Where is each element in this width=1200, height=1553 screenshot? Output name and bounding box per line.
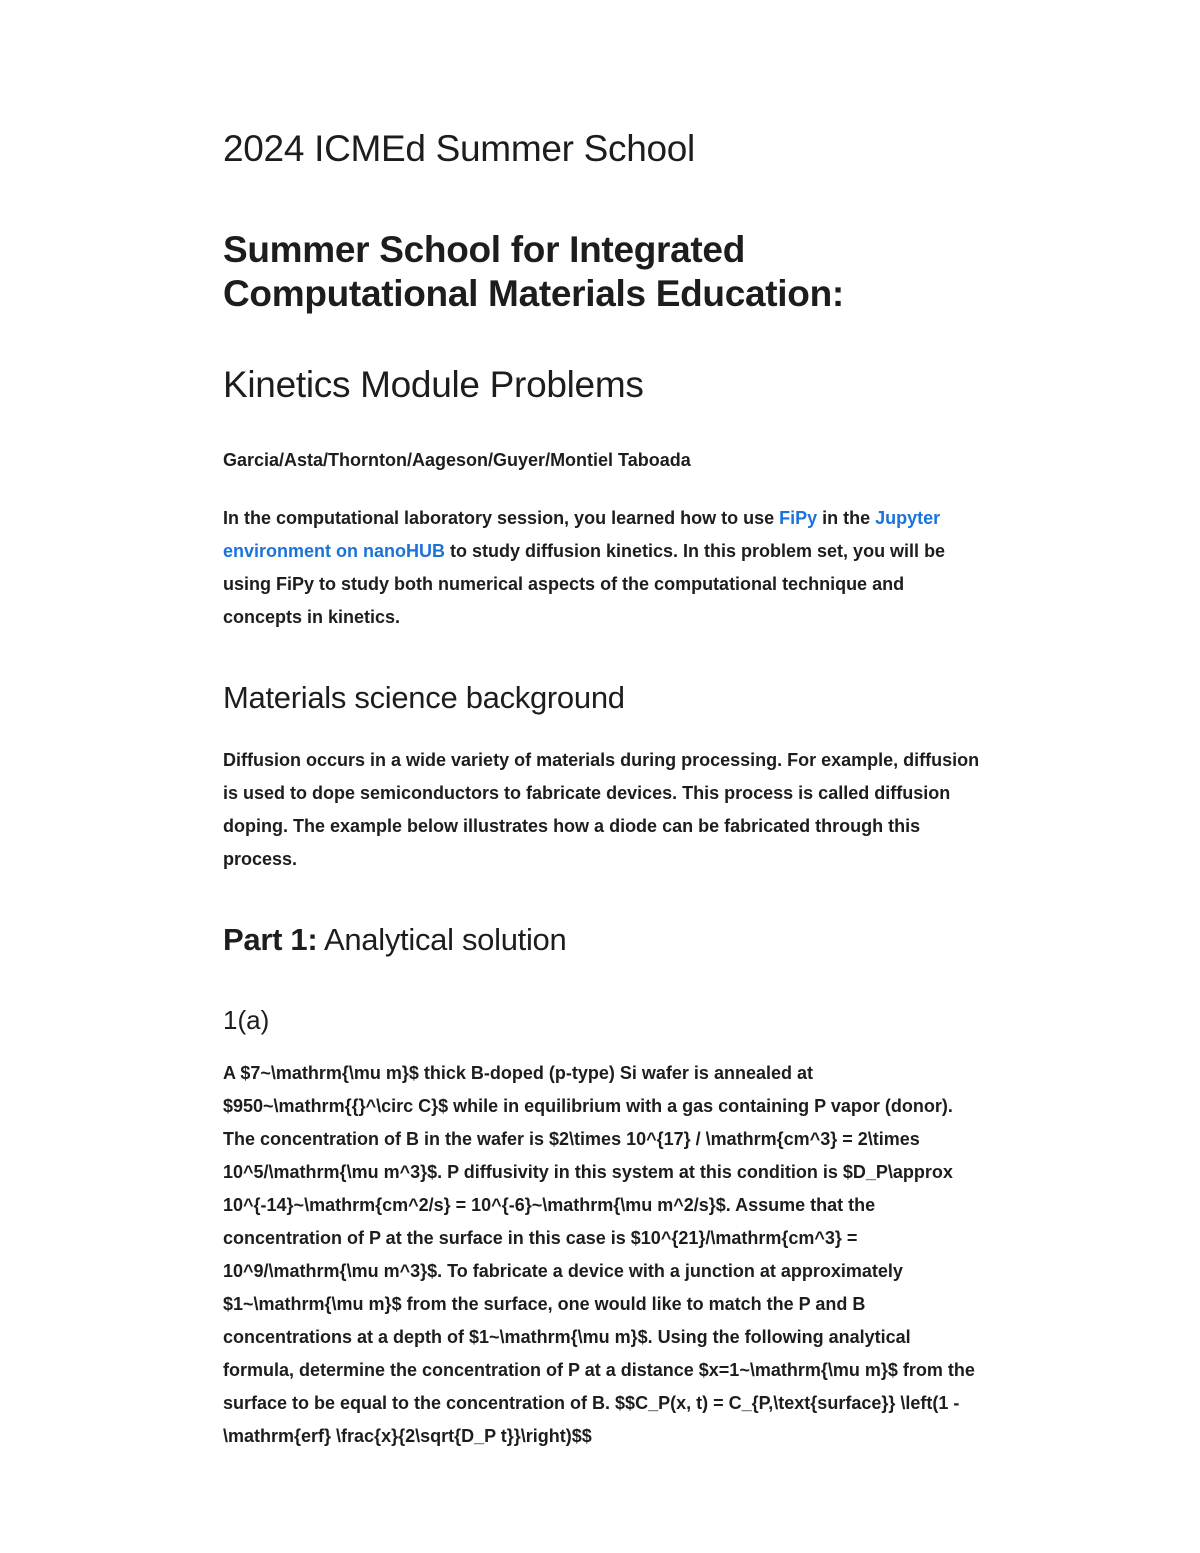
problem-line: surface to be equal to the concentration of B. $$C_P(x, t) = C_{P,\text{surface}} \left(1 - [223,1393,960,1413]
problem-line: \mathrm{erf} \frac{x}{2\sqrt{D_P t}}\right)$$ [223,1426,592,1446]
fipy-link[interactable]: FiPy [779,508,818,528]
materials-line: is used to dope semiconductors to fabricate devices. This process is called diffusion [223,783,951,803]
problem-line: concentrations at a depth of $1~\mathrm{\mu m}$. Using the following analytical [223,1327,911,1347]
part1-heading [223,922,566,958]
authors-line: Garcia/Asta/Thornton/Aageson/Guyer/Montiel Taboada [223,450,691,470]
intro-text-1a: In the computational laboratory session, you learned how to use [223,508,780,528]
problem-line: formula, determine the concentration of P at a distance $x=1~\mathrm{\mu m}$ from the [223,1360,975,1380]
intro-line-4: concepts in kinetics. [223,607,401,627]
part1-heading-text: Analytical solution [317,922,567,957]
materials-line: process. [223,849,298,869]
problem-line: 10^5/\mathrm{\mu m^3}$. P diffusivity in this system at this condition is $D_P\approx [223,1162,953,1182]
part1-heading-label: Part 1: [223,922,318,957]
materials-paragraph [223,744,1073,876]
problem-1a-heading: 1(a) [223,1005,270,1035]
document-title: 2024 ICMEd Summer School [223,128,695,169]
materials-line: doping. The example below illustrates how a diode can be fabricated through this [223,816,921,836]
intro-line-2 [223,535,1073,568]
document-subtitle [223,228,1073,316]
intro-line-1 [223,502,1073,535]
problem-1a-paragraph [223,1057,1073,1453]
problem-line: $1~\mathrm{\mu m}$ from the surface, one would like to match the P and B [223,1294,866,1314]
problem-line: A $7~\mathrm{\mu m}$ thick B-doped (p-type) Si wafer is annealed at [223,1063,813,1083]
problem-line: The concentration of B in the wafer is $2\times 10^{17} / \mathrm{cm^3} = 2\times [223,1129,920,1149]
problem-line: $950~\mathrm{{}^\circ C}$ while in equilibrium with a gas containing P vapor (donor). [223,1096,953,1116]
materials-heading: Materials science background [223,680,625,715]
problem-line: concentration of P at the surface in this case is $10^{21}/\mathrm{cm^3} = [223,1228,858,1248]
materials-line: Diffusion occurs in a wide variety of materials during processing. For example, diffusion [223,750,980,770]
subtitle-line-2: Computational Materials Education: [223,273,844,314]
intro-text-2b: to study diffusion kinetics. In this problem set, you will be [445,541,946,561]
intro-paragraph [223,502,1073,634]
module-title: Kinetics Module Problems [223,364,644,405]
problem-line: 10^{-14}~\mathrm{cm^2/s} = 10^{-6}~\mathrm{\mu m^2/s}$. Assume that the [223,1195,876,1215]
problem-line: 10^9/\mathrm{\mu m^3}$. To fabricate a device with a junction at approximately [223,1261,903,1281]
intro-line-3: using FiPy to study both numerical aspects of the computational technique and [223,574,905,594]
intro-text-1b: in the [817,508,876,528]
jupyter-link-part-2[interactable]: environment on nanoHUB [223,541,446,561]
subtitle-line-1: Summer School for Integrated [223,229,746,270]
jupyter-link-part-1[interactable]: Jupyter [875,508,941,528]
